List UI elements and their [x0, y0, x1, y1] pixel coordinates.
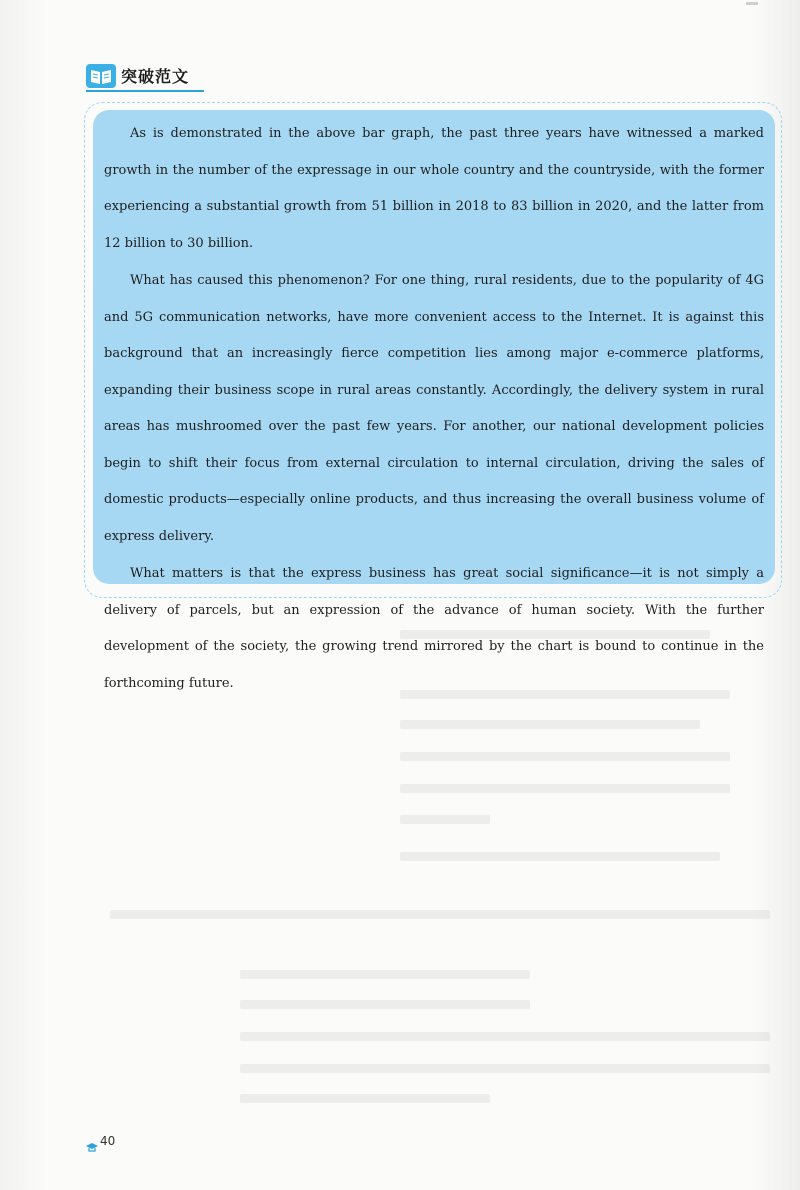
page-number: 40 — [100, 1134, 116, 1148]
model-essay — [104, 116, 764, 703]
section-title: 突破范文 — [121, 67, 190, 86]
essay-paragraph-3: What matters is that the express business has great social significance—it is not simply a delivery of parcels, but an expression of the advance of human society. With the further development of the society, the growing trend mirrored by the chart is bound to continue in the forthcoming future. — [104, 566, 764, 691]
essay-paragraph-1: As is demonstrated in the above bar graph, the past three years have witnessed a marked growth in the number of the expressage in our whole country and the countryside, with the former experiencing a substantial growth from 51 billion in 2018 to 83 billion in 2020, and the latter from 12 billion to 30 billion. — [104, 126, 764, 251]
section-header — [86, 62, 206, 92]
essay-paragraph-2: What has caused this phenomenon? For one thing, rural residents, due to the popularity of 4G and 5G communication networks, have more convenient access to the Internet. It is against this background that an increasingly fierce competition lies among major e-commerce platforms, expanding their business scope in rural areas constantly. Accordingly, the delivery system in rural areas has mushroomed over the past few years. For another, our national development policies begin to shift their focus from external circulation to internal circulation, driving the sales of domestic products—especially online products, and thus increasing the overall business volume of express delivery. — [104, 273, 764, 544]
page-footer — [86, 1134, 146, 1152]
mortarboard-icon — [86, 1137, 98, 1156]
top-edge-mark — [746, 2, 758, 5]
open-book-icon — [86, 64, 116, 88]
header-underline — [86, 90, 204, 92]
